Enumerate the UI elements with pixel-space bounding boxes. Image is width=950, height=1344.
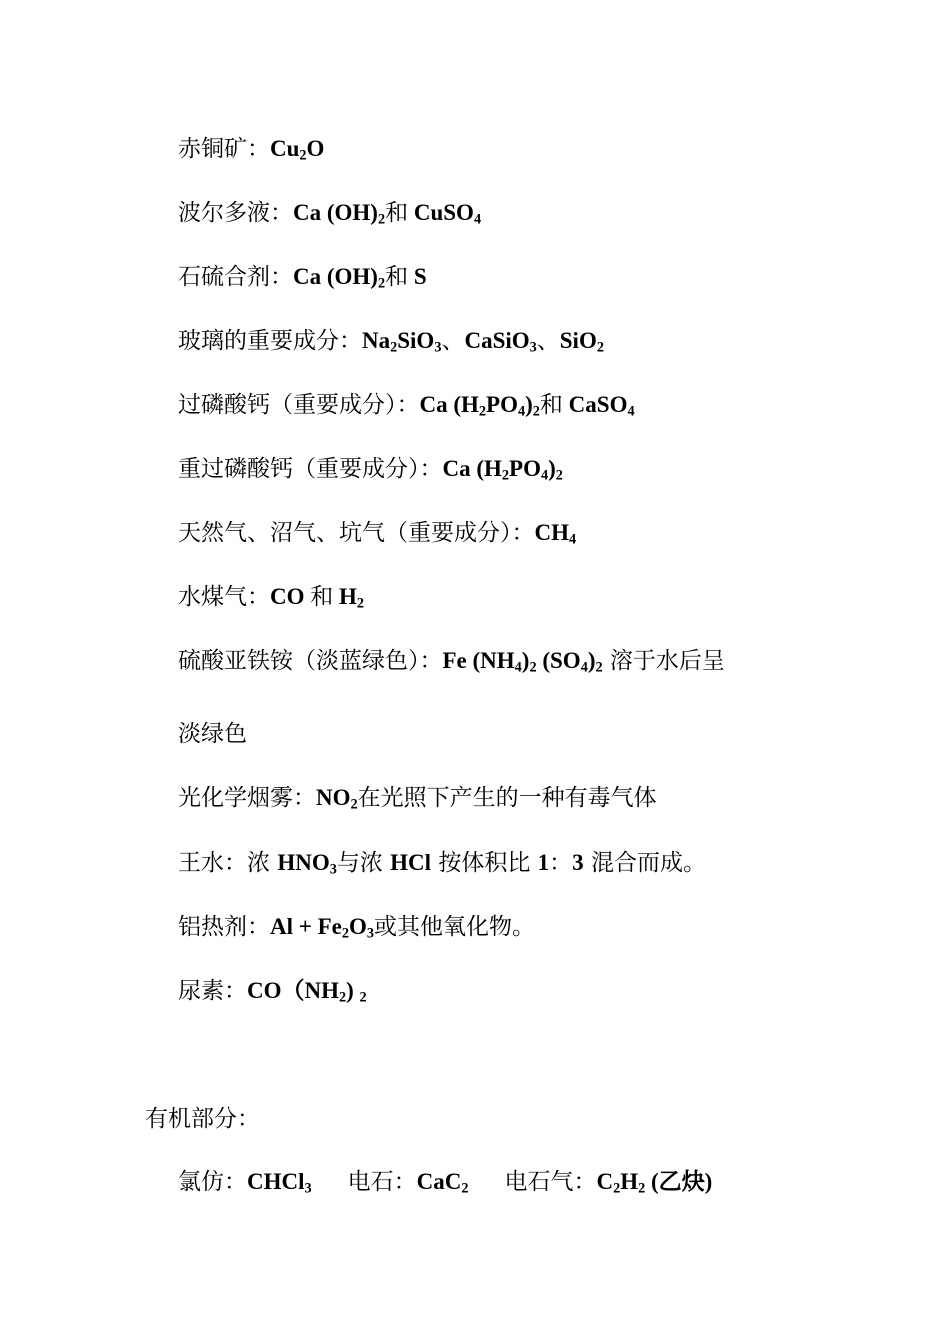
water-gas-formula: CO 和 $H_2$: [270, 584, 365, 612]
bordeaux-mixture-formula: Ca $(OH)_2$和 CuSO$_4$: [293, 200, 482, 228]
mohr-salt-continued-label: 淡绿色: [178, 721, 247, 747]
cuprite-formula: $Cu_2O$: [270, 136, 325, 164]
line-aqua-regia: [178, 848, 706, 878]
thermite-formula: $Al + Fe_2O_3$或其他氧化物。: [270, 914, 536, 942]
line-cuprite: [178, 134, 324, 164]
urea-formula: $CO(NH_2)$ $_2$: [247, 978, 367, 1006]
aqua-regia-label: 王水：: [178, 850, 247, 876]
line-urea: [178, 976, 367, 1006]
glass-components-label: 玻璃的重要成分：: [178, 328, 362, 354]
line-superphosphate: [178, 390, 635, 420]
line-bordeaux-mixture: [178, 198, 481, 228]
triple-superphosphate-formula: Ca $(H_2PO_4)_2$: [442, 456, 563, 484]
superphosphate-formula: Ca $(H_2PO_4)_2$和 CaSO$_4$: [419, 392, 635, 420]
cuprite-label: 赤铜矿：: [178, 136, 270, 162]
line-natural-gas: [178, 518, 576, 548]
thermite-label: 铝热剂：: [178, 914, 270, 940]
line-thermite: [178, 912, 535, 942]
photochemical-smog-label: 光化学烟雾：: [178, 785, 316, 811]
line-mohr-salt: [178, 646, 725, 676]
mohr-salt-label: 硫酸亚铁铵（淡蓝绿色）：: [178, 648, 443, 674]
acetylene-label: 电石气：: [504, 1169, 597, 1195]
superphosphate-label: 过磷酸钙（重要成分）：: [178, 392, 420, 418]
chloroform-label: 氯仿：: [178, 1169, 247, 1195]
photochemical-smog-formula: $NO_2$在光照下产生的一种有毒气体: [316, 785, 657, 813]
line-water-gas: [178, 582, 364, 612]
aqua-regia-formula: 浓 $HNO_3$与浓 HCl 按体积比 1：3 混合而成。: [247, 850, 706, 878]
natural-gas-formula: $CH_4$: [534, 520, 577, 548]
mohr-salt-formula: Fe $(NH_4)_2$ $(SO_4)_2$ 溶于水后呈: [442, 648, 725, 676]
calcium-carbide-formula: CaC$_2$: [416, 1169, 469, 1197]
line-photochemical-smog: [178, 783, 657, 813]
water-gas-label: 水煤气：: [178, 584, 270, 610]
calcium-carbide-label: 电石：: [347, 1169, 417, 1195]
bordeaux-mixture-label: 波尔多液：: [178, 200, 293, 226]
line-glass-components: [178, 326, 604, 356]
urea-label: 尿素：: [178, 978, 247, 1004]
triple-superphosphate-label: 重过磷酸钙（重要成分）：: [178, 456, 443, 482]
acetylene-formula: $C_2H_2$ (乙炔): [596, 1169, 713, 1197]
section-heading-organic: 有机部分：: [145, 1106, 260, 1132]
line-triple-superphosphate: [178, 454, 563, 484]
lime-sulfur-formula: Ca $(OH)_2$和 S: [293, 264, 427, 292]
lime-sulfur-label: 石硫合剂：: [178, 264, 293, 290]
organic-items-line: [178, 1167, 712, 1197]
chloroform-formula: CHCl$_3$: [247, 1169, 312, 1197]
glass-components-formula: $Na_2SiO_3$、CaSiO$_3$、SiO$_2$: [362, 328, 604, 356]
line-mohr-salt-continued: [178, 719, 247, 749]
natural-gas-label: 天然气、沼气、坑气（重要成分）：: [178, 520, 535, 546]
line-lime-sulfur: [178, 262, 427, 292]
